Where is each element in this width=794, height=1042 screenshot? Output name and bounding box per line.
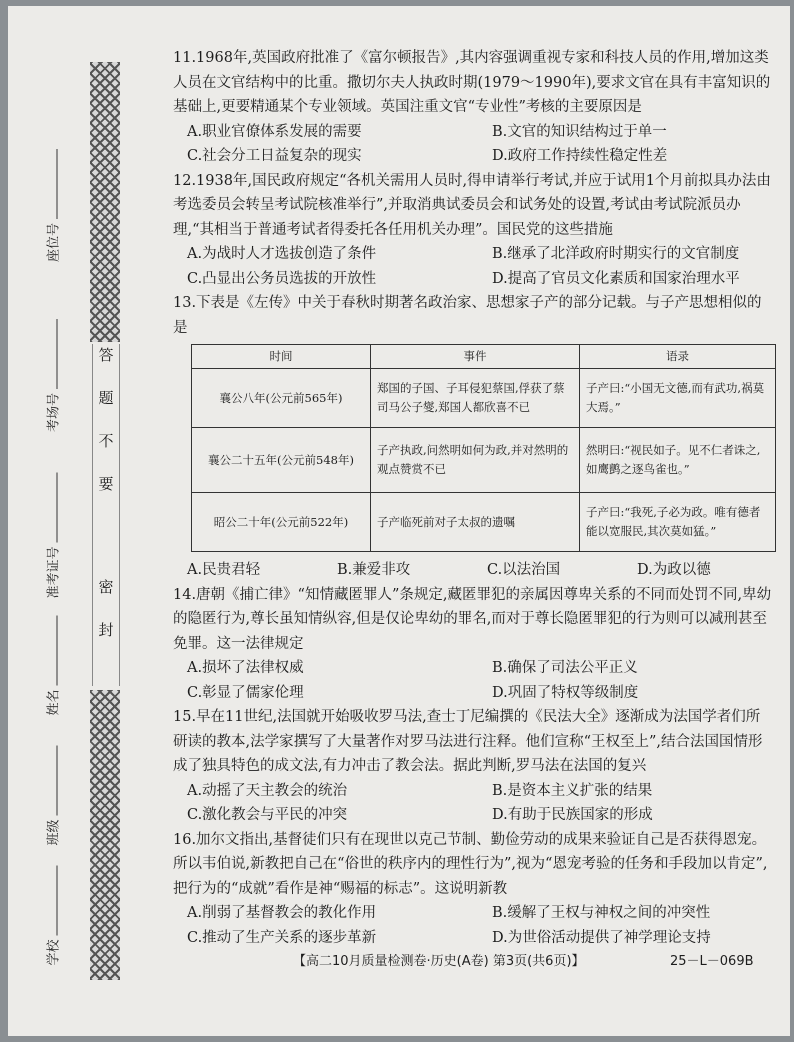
question-stem: 12.1938年,国民政府规定“各机关需用人员时,得申请举行考试,并应于试用1个月前拟具办法由考选委员会转呈考试院核准举行”,并取消典试委员会和试务处的设置,考试由考试院派员办理,“其相当于普通考试者得委托各任用机关办理”。国民党的这些措施 (173, 172, 771, 238)
table-cell: 然明曰:“视民如子。见不仁者诛之,如鹰鹯之逐鸟雀也。” (580, 428, 776, 493)
class-field: 班级 (43, 745, 62, 845)
table-cell: 子产曰:“我死,子必为政。唯有德者能以宽服民,其次莫如猛。” (580, 493, 776, 552)
question-stem: 13.下表是《左传》中关于春秋时期著名政治家、思想家子产的部分记载。与子产思想相似的是 (173, 295, 762, 336)
option-b[interactable]: B.兼爱非攻 (337, 562, 411, 578)
option-b[interactable]: B.继承了北洋政府时期实行的文官制度 (492, 246, 740, 262)
border-pattern-bottom (90, 690, 120, 980)
no-answer-zone-bottom (92, 576, 120, 686)
option-a[interactable]: A.动摇了天主教会的统治 (187, 782, 348, 799)
option-c[interactable]: C.推动了生产关系的逐步革新 (187, 929, 377, 946)
zuozhuan-table (191, 344, 776, 552)
questions-area (173, 46, 773, 950)
question-16 (173, 828, 773, 951)
school-field: 学校 (43, 865, 62, 965)
option-b[interactable]: B.缓解了王权与神权之间的冲突性 (492, 905, 711, 921)
table-cell: 郑国的子国、子耳侵犯蔡国,俘获了蔡司马公子燮,郑国人都欣喜不已 (371, 369, 580, 428)
option-a[interactable]: A.民贵君轻 (187, 562, 261, 578)
table-cell: 襄公八年(公元前565年) (192, 369, 371, 428)
option-d[interactable]: D.政府工作持续性稳定性差 (492, 148, 668, 164)
admission-number-field: 准考证号 (43, 472, 62, 598)
option-b[interactable]: B.是资本主义扩张的结果 (492, 782, 653, 799)
question-stem: 11.1968年,英国政府批准了《富尔顿报告》,其内容强调重视专家和科技人员的作用,增加这类人员在文官结构中的比重。撒切尔夫人执政时期(1979～1990年),要求文官在具有丰富知识的基础上,更要精通某个专业领域。英国注重文官“专业性”考核的主要原因是 (173, 50, 771, 115)
table-header: 语录 (580, 345, 776, 369)
table-cell: 襄公二十五年(公元前548年) (192, 428, 371, 493)
option-d[interactable]: D.巩固了特权等级制度 (492, 684, 639, 701)
page-footer: 【高二10月质量检测卷·历史(A卷) 第3页(共6页)】 (293, 954, 585, 969)
option-c[interactable]: C.激化教会与平民的冲突 (187, 807, 348, 823)
option-d[interactable]: D.为世俗活动提供了神学理论支持 (492, 929, 711, 946)
question-stem: 15.早在11世纪,法国就开始吸收罗马法,查士丁尼编撰的《民法大全》逐渐成为法国学者们所研读的教本,法学家撰写了大量著作对罗马法进行注释。他们宣称“王权至上”,结合法国国情形成了独具特色的成文法,有力冲击了教会法。据此判断,罗马法在法国的复兴 (173, 709, 763, 774)
question-stem: 16.加尔文指出,基督徒们只有在现世以克己节制、勤俭劳动的成果来验证自己是否获得恩宠。所以韦伯说,新教把自己在“俗世的秩序内的理性行为”,视为“恩宠考验的任务和手段加以肯定”,把行为的“成就”看作是神“赐福的标志”。这说明新教 (173, 831, 768, 897)
seal-char: 密 (98, 578, 114, 596)
table-row (192, 428, 776, 493)
option-c[interactable]: C.社会分工日益复杂的现实 (187, 148, 362, 164)
binding-strip (8, 6, 140, 1036)
option-c[interactable]: C.以法治国 (487, 562, 561, 578)
question-15 (173, 705, 773, 828)
option-a[interactable]: A.职业官僚体系发展的需要 (187, 123, 362, 140)
no-answer-zone-top (92, 344, 120, 576)
table-row (192, 493, 776, 552)
option-c[interactable]: C.彰显了儒家伦理 (187, 684, 304, 701)
option-c[interactable]: C.凸显出公务员选拔的开放性 (187, 270, 377, 287)
question-stem: 14.唐朝《捕亡律》“知情藏匿罪人”条规定,藏匿罪犯的亲属因尊卑关系的不同而处罚不同,卑幼的隐匿行为,尊长虽知情纵容,但是仅论卑幼的罪名,而对于尊长隐匿罪犯的行为则可以减刑甚至免罪。这一法律规定 (173, 586, 772, 652)
option-b[interactable]: B.文官的知识结构过于单一 (492, 123, 667, 140)
option-d[interactable]: D.有助于民族国家的形成 (492, 807, 653, 823)
table-cell: 子产曰:“小国无文德,而有武功,祸莫大焉。” (580, 369, 776, 428)
border-pattern-top (90, 62, 120, 342)
seat-number-field: 座位号 (43, 149, 62, 262)
table-cell: 子产执政,问然明如何为政,并对然明的观点赞赏不已 (371, 428, 580, 493)
question-12 (173, 169, 773, 292)
question-13 (173, 291, 773, 583)
name-field: 姓名 (43, 615, 62, 715)
paper-code: 25－L－069B (670, 954, 754, 969)
exam-page (8, 6, 790, 1036)
option-a[interactable]: A.损坏了法律权威 (187, 660, 304, 676)
table-header: 事件 (371, 345, 580, 369)
option-b[interactable]: B.确保了司法公平正义 (492, 660, 638, 676)
question-11 (173, 46, 773, 169)
option-d[interactable]: D.提高了官员文化素质和国家治理水平 (492, 270, 740, 287)
table-cell: 昭公二十年(公元前522年) (192, 493, 371, 552)
fold-char: 答 (98, 346, 114, 364)
table-row (192, 369, 776, 428)
exam-room-field: 考场号 (43, 319, 62, 432)
fold-char: 要 (98, 475, 114, 493)
table-cell: 子产临死前对子太叔的遗嘱 (371, 493, 580, 552)
option-a[interactable]: A.削弱了基督教会的教化作用 (187, 905, 377, 921)
option-d[interactable]: D.为政以德 (637, 562, 711, 578)
option-a[interactable]: A.为战时人才选拔创造了条件 (187, 246, 377, 262)
seal-char: 封 (98, 621, 114, 639)
fold-char: 不 (98, 432, 114, 450)
question-14 (173, 583, 773, 706)
table-header: 时间 (192, 345, 371, 369)
fold-char: 题 (98, 389, 114, 407)
